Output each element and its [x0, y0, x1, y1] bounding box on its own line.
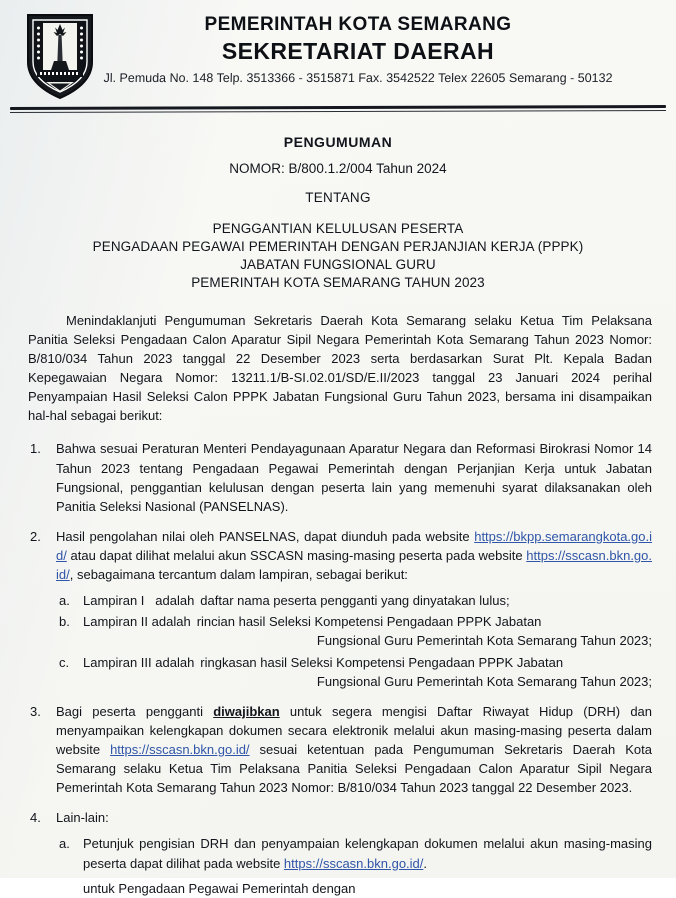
letterhead-text	[14, 14, 662, 86]
list-item-3	[28, 702, 652, 798]
list-item-2	[28, 527, 652, 691]
sub-marker-2c: c.	[59, 654, 70, 670]
intro-paragraph: Menindaklanjuti Pengumuman Sekretaris Daerah Kota Semarang selaku Ketua Tim Pelaksana Panitia Seleksi Pengadaan Calon Aparatur Sipil Negara Pemerintah Kota Semarang Tahun 2023 Nomor: B/810/034 Tahun 2023 tanggal 22 Desember 2023 serta berdasarkan Surat Plt. Kepala Badan Kepegawaian Negara Nomor: 13211.1/B-SI.02.01/SD/E.II/2023 tanggal 23 Januari 2024 perihal Penyampaian Hasil Seleksi Calon PPPK Jabatan Fungsional Guru Tahun 2023, bersama ini disampaikan hal-hal sebagai berikut:	[28, 312, 652, 424]
document-body	[28, 311, 652, 895]
lampiran-desc-1: daftar nama peserta pengganti yang dinyatakan lulus;	[200, 593, 510, 609]
semarang-city-coat-of-arms-icon	[24, 12, 96, 100]
list-item-4-text: Lain-lain:	[56, 810, 109, 826]
list-item-4	[28, 808, 652, 872]
cut-off-line	[28, 880, 652, 896]
tentang-label: TENTANG	[305, 190, 371, 205]
sub-item-4a-text-part-1: Petunjuk pengisian DRH dan penyampaian kelengkapan dokumen melalui akun masing-masing peserta dapat dilihat pada website	[83, 836, 652, 871]
subject-line-2: PENGADAAN PEGAWAI PEMERINTAH DENGAN PERJANJIAN KERJA (PPPK)	[92, 238, 584, 254]
list-marker-4: 4.	[30, 810, 41, 826]
subject-line-1: PENGGANTIAN KELULUSAN PESERTA	[212, 221, 464, 236]
list-item-2-text-part-3: , sebagaimana tercantum dalam lampiran, sebagai berikut:	[69, 567, 408, 583]
list-item-1	[28, 439, 652, 515]
link-sscasn-item2[interactable]: https://sscasn.bkn.go.id/	[56, 548, 652, 583]
page-title: PENGUMUMAN	[283, 134, 393, 150]
divider-thick-line	[10, 105, 666, 110]
sub-marker-2a: a.	[59, 593, 70, 609]
sub-list-item-4	[56, 834, 652, 872]
letterhead	[0, 0, 676, 102]
list-item-3-text-part-2: untuk segera mengisi Daftar Riwayat Hidup (DRH) dan menyampaikan kelengkapan dokumen secara elektronik melalui akun masing-masing peserta dalam website	[56, 703, 653, 757]
sub-list-item-2	[56, 591, 652, 691]
document-number: NOMOR: B/800.1.2/004 Tahun 2024	[229, 161, 447, 176]
list-marker-3: 3.	[30, 703, 41, 719]
link-sscasn-item4a[interactable]: https://sscasn.bkn.go.id/	[283, 855, 424, 871]
lampiran-label-3: Lampiran III adalah	[83, 654, 195, 670]
title-block	[0, 134, 676, 292]
sub-marker-4a: a.	[59, 836, 70, 852]
divider-thin-line	[10, 110, 666, 113]
cut-off-line-text: untuk Pengadaan Pegawai Pemerintah dengan	[83, 880, 356, 896]
link-bkpp-semarangkota[interactable]: https://bkpp.semarangkota.go.id/	[56, 528, 652, 564]
emphasis-diwajibkan: diwajibkan	[213, 703, 280, 719]
lampiran-label-1: Lampiran I adalah	[83, 593, 195, 609]
list-marker-1: 1.	[30, 441, 41, 457]
org-address: Jl. Pemuda No. 148 Telp. 3513366 - 3515871 Fax. 3542522 Telex 22605 Semarang - 50132	[103, 70, 613, 85]
sub-marker-2b: b.	[59, 614, 70, 630]
lampiran-desc-2: rincian hasil Seleksi Kompetensi Pengadaan PPPK Jabatan	[196, 614, 542, 630]
subject-line-3: JABATAN FUNGSIONAL GURU	[240, 256, 436, 272]
lampiran-desc-3: ringkasan hasil Seleksi Kompetensi Pengadaan PPPK Jabatan	[200, 654, 564, 670]
numbered-list	[28, 439, 652, 872]
lampiran-desc-3-tail: Fungsional Guru Pemerintah Kota Semarang Tahun 2023;	[316, 673, 652, 689]
link-sscasn-item3[interactable]: https://sscasn.bkn.go.id/	[110, 742, 250, 757]
lampiran-desc-2-tail: Fungsional Guru Pemerintah Kota Semarang Tahun 2023;	[316, 633, 652, 649]
subject-block	[0, 220, 676, 292]
list-item-3-text-part-3: sesuai ketentuan pada Pengumuman Sekretaris Daerah Kota Semarang selaku Ketua Tim Pelaksana Panitia Seleksi Pengadaan Calon Aparatur Sipil Negara Pemerintah Kota Semarang Tahun 2023 Nomor: B/810/034 Tahun 2023 tanggal 22 Desember 2023.	[56, 742, 652, 796]
subject-line-4: PEMERINTAH KOTA SEMARANG TAHUN 2023	[191, 274, 485, 290]
list-item-1-text: Bahwa sesuai Peraturan Menteri Pendayagunaan Aparatur Negara dan Reformasi Birokrasi Nomor 14 Tahun 2023 tentang Pengadaan Pegawai Pemerintah dengan Perjanjian Kerja untuk Jabatan Fungsional, penggantian kelulusan dengan peserta lain yang memenuhi syarat dilaksanakan oleh Panitia Seleksi Nasional (PANSELNAS).	[56, 441, 652, 514]
sub-list-item-2c	[56, 653, 652, 691]
list-item-3-text-part-1: Bagi peserta pengganti	[56, 703, 214, 719]
sub-item-4a-text-part-2: .	[423, 855, 428, 871]
lampiran-label-2: Lampiran II adalah	[83, 614, 191, 630]
sub-list-item-2a	[56, 591, 652, 610]
letterhead-divider	[10, 105, 666, 113]
list-item-2-text-part-1: Hasil pengolahan nilai oleh PANSELNAS, dapat diunduh pada website	[56, 528, 475, 544]
org-name-line-2: SEKRETARIAT DAERAH	[221, 38, 495, 65]
list-marker-2: 2.	[30, 528, 41, 544]
list-item-2-text-part-2: atau dapat dilihat melalui akun SSCASN masing-masing peserta pada website	[66, 548, 527, 564]
org-name-line-1: PEMERINTAH KOTA SEMARANG	[204, 14, 512, 35]
sub-list-item-2b	[56, 612, 652, 650]
sub-list-item-4a	[56, 834, 652, 872]
